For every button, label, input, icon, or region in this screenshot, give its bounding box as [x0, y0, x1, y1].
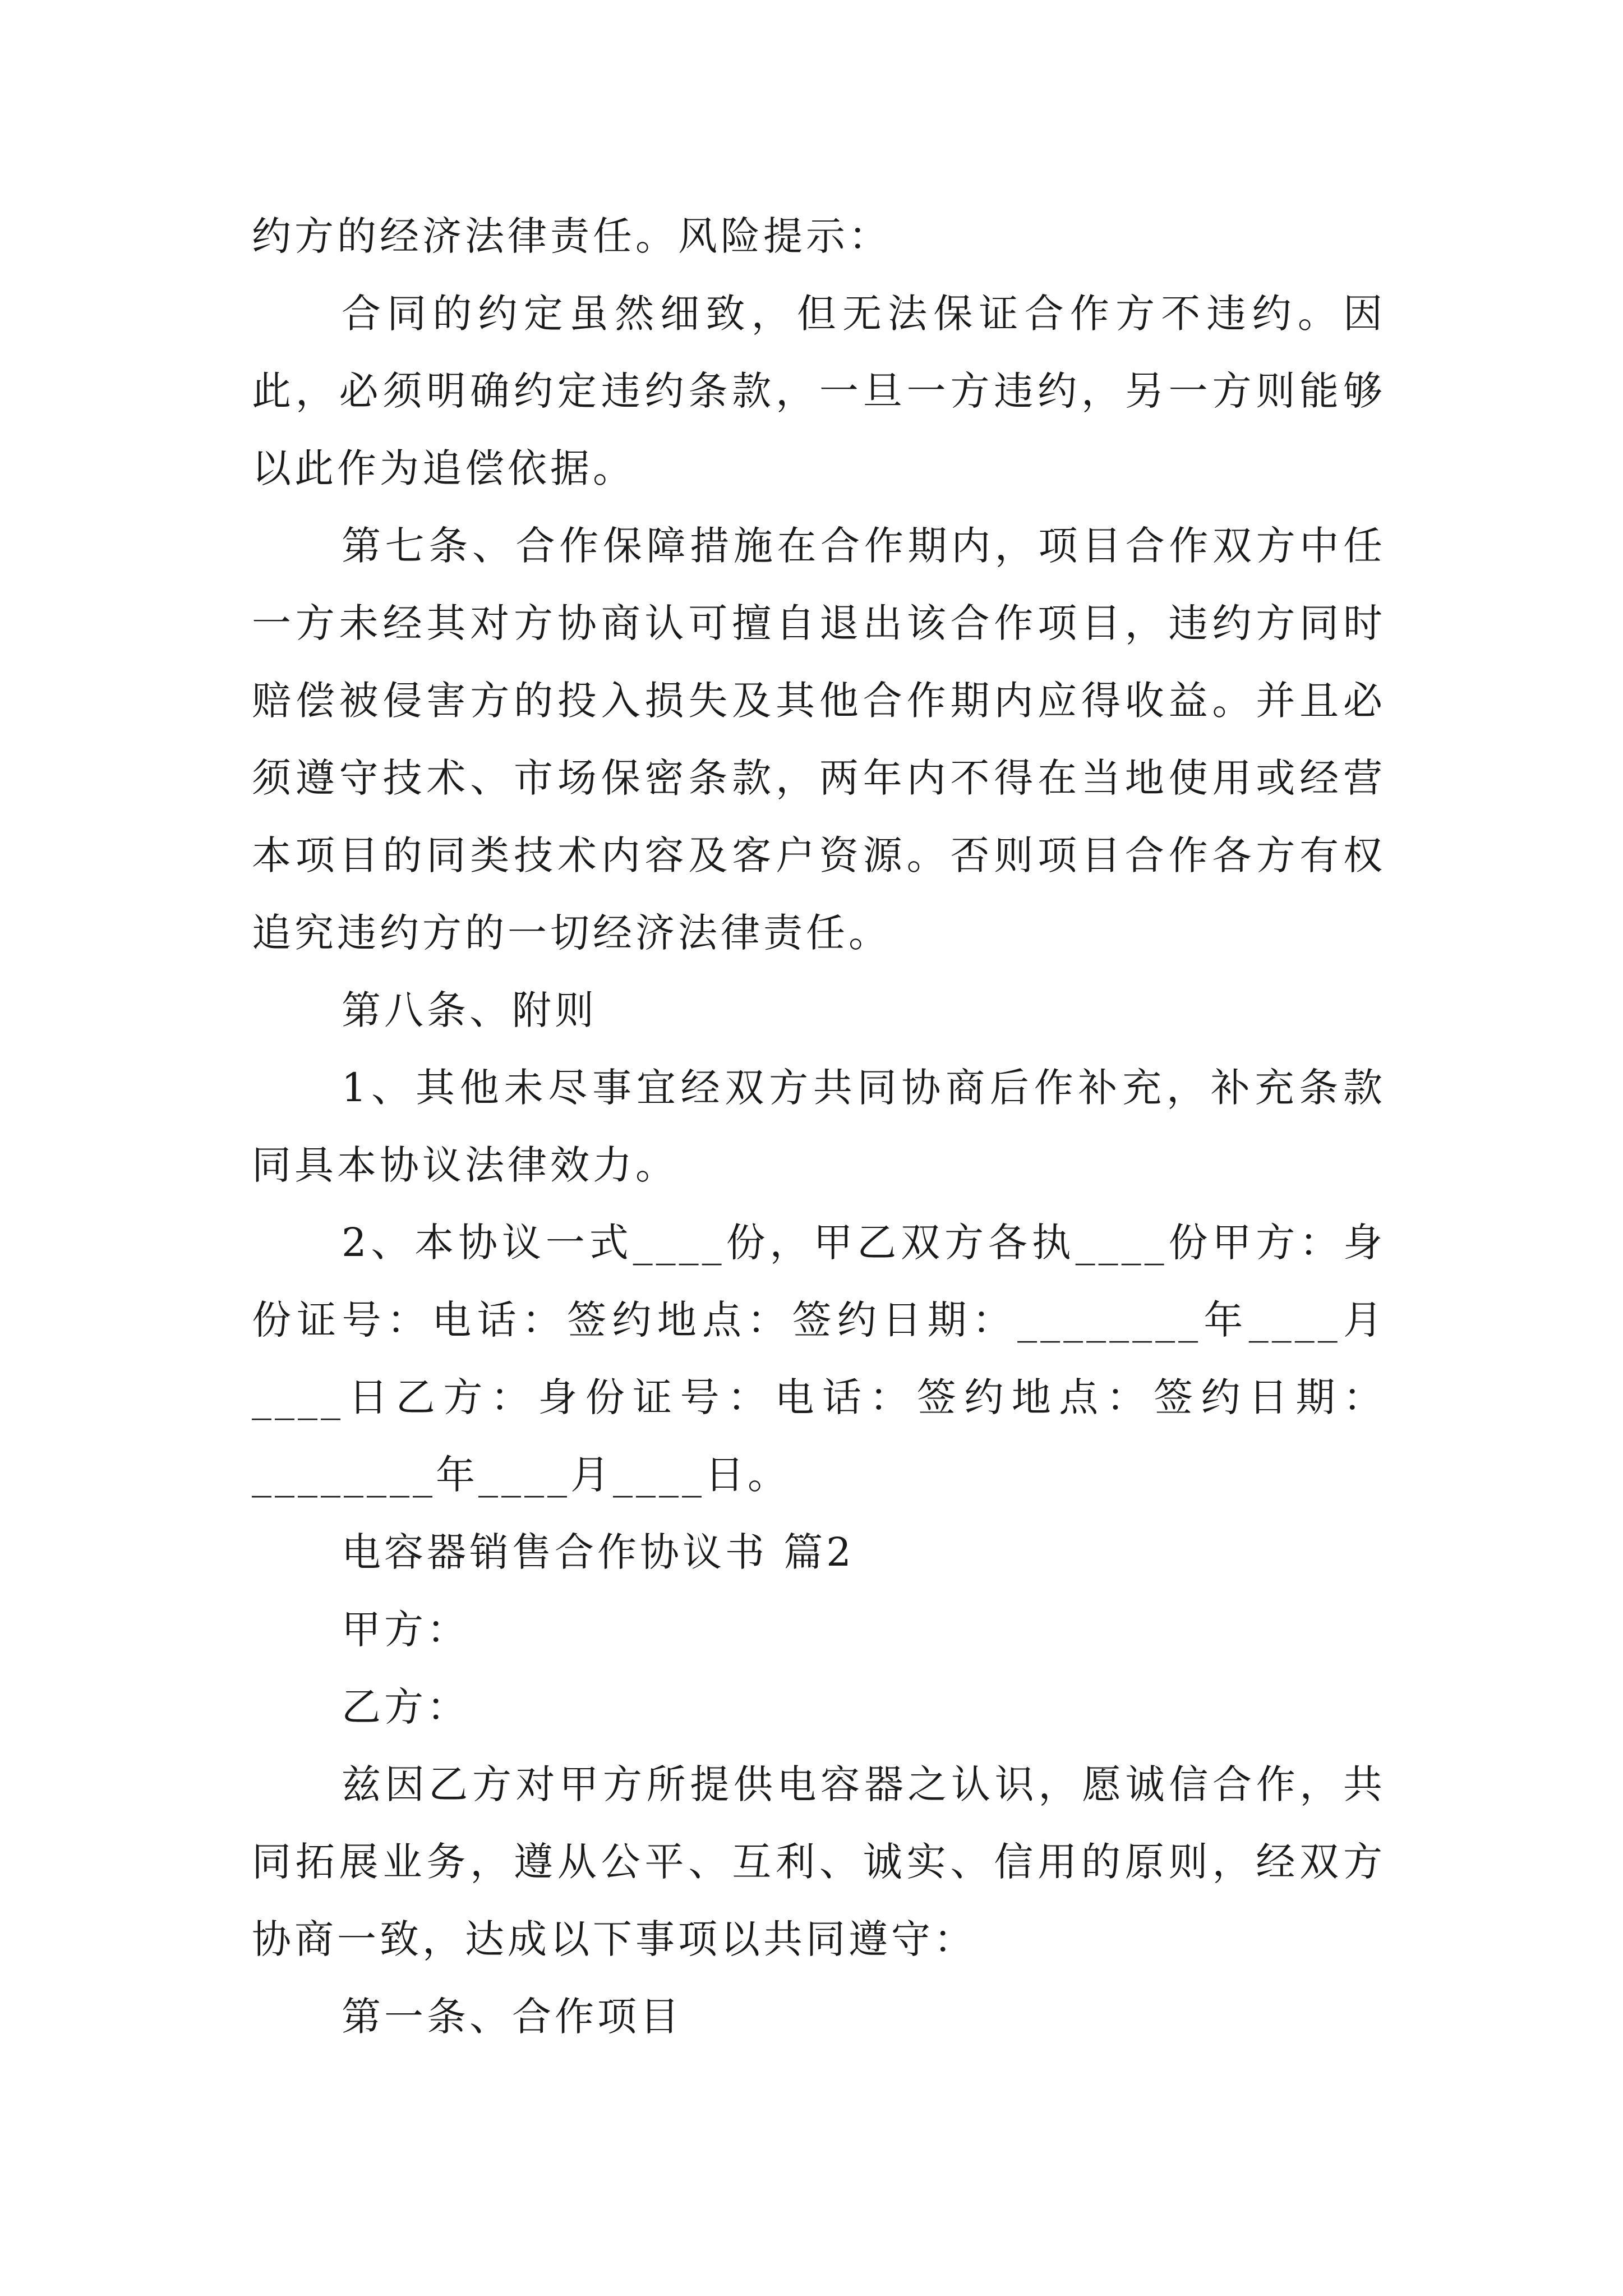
party-b-label: 乙方： [342, 1684, 469, 1730]
heading-article-1: 第一条、合作项目 [342, 1994, 683, 2040]
heading-article-8: 第八条、附则 [342, 987, 597, 1033]
paragraph-risk-note: 合同的约定虽然细致，但无法保证合作方不违约。因此，必须明确约定违约条款，一旦一方违约，另一方则能够以此作为追偿依据。 [252, 291, 1386, 491]
paragraph-preamble: 兹因乙方对甲方所提供电容器之认识，愿诚信合作，共同拓展业务，遵从公平、互利、诚实、信用的原则，经双方协商一致，达成以下事项以共同遵守： [252, 1761, 1386, 1962]
paragraph-liability-ending: 约方的经济法律责任。风险提示： [252, 213, 891, 259]
paragraph-clause-2-signatures: 2、本协议一式____份，甲乙双方各执____份甲方：身份证号：电话：签约地点：签约日期：________年____月____日乙方：身份证号：电话：签约地点：签约日期：________年____月____日。 [252, 1220, 1386, 1498]
heading-agreement-part-2: 电容器销售合作协议书 篇2 [342, 1529, 855, 1575]
document-body [252, 197, 1386, 2055]
paragraph-article-7: 第七条、合作保障措施在合作期内，项目合作双方中任一方未经其对方协商认可擅自退出该合作项目，违约方同时赔偿被侵害方的投入损失及其他合作期内应得收益。并且必须遵守技术、市场保密条款，两年内不得在当地使用或经营本项目的同类技术内容及客户资源。否则项目合作各方有权追究违约方的一切经济法律责任。 [252, 523, 1386, 956]
paragraph-clause-1: 1、其他未尽事宜经双方共同协商后作补充，补充条款同具本协议法律效力。 [252, 1065, 1386, 1188]
party-a-label: 甲方： [342, 1607, 469, 1653]
